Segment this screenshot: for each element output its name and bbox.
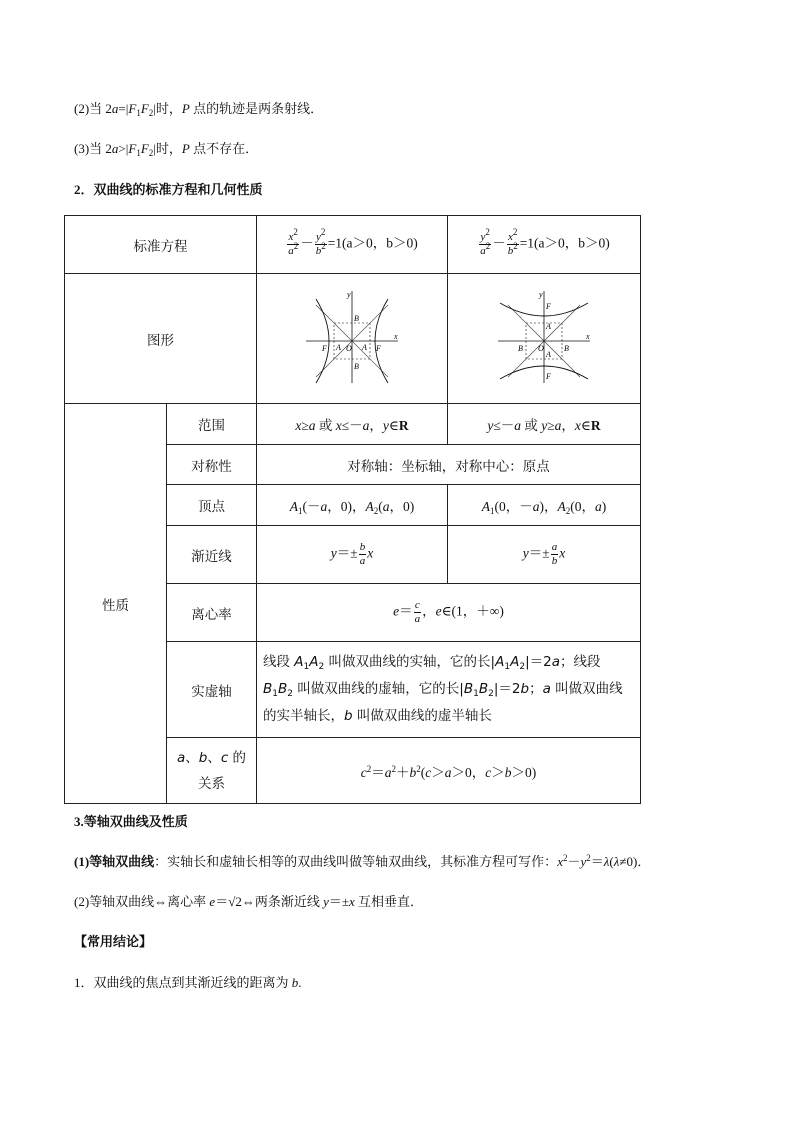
relation-label: a、b、c 的关系	[167, 738, 257, 804]
vertex-y-value: $A_1(0$，－a)，$A_2(0$，a)	[448, 485, 641, 526]
svg-text:F: F	[376, 343, 381, 353]
svg-text:x: x	[394, 331, 398, 341]
asymptote-x-value: y＝± $\frac{b}{a}$ x	[257, 526, 448, 584]
svg-text:B: B	[354, 313, 359, 323]
symmetry-label: 对称性	[167, 445, 257, 485]
svg-text:A: A	[362, 342, 367, 352]
range-label: 范围	[167, 404, 257, 445]
properties-group-label: 性质	[65, 404, 167, 804]
symmetry-value: 对称轴：坐标轴，对称中心：原点	[257, 445, 641, 485]
asymptote-label: 渐近线	[167, 526, 257, 584]
asymptote-y-value: y＝± $\frac{a}{b}$ x	[448, 526, 641, 584]
graph-y-axis-hyperbola	[448, 274, 641, 404]
axis-description: 线段 $A_1A_2$ 叫做双曲线的实轴，它的长$|A_1A_2|=2a$；线段 $B_1B_2$ 叫做双曲线的虚轴，它的长$|B_1B_2|=2b$；a 叫做双曲线的实半轴长，b 叫做双曲线的虚半轴长	[257, 642, 641, 738]
svg-text:A: A	[336, 342, 341, 352]
range-x-value: x≥a 或 x≤－a，y∈R	[257, 404, 448, 445]
svg-text:B: B	[354, 361, 359, 371]
svg-text:x: x	[586, 331, 590, 341]
condition-3: (3)当 $2a>|F_1F_2|$时，P 点不存在．	[74, 141, 259, 158]
hyperbola-y-diagram	[494, 289, 594, 385]
conclusion-heading: 【常用结论】	[74, 934, 153, 949]
svg-text:B: B	[518, 343, 523, 353]
condition-2: (2)当 $2a=|F_1F_2|$时，P 点的轨迹是两条射线．	[74, 101, 324, 118]
eccentricity-label: 离心率	[167, 584, 257, 642]
svg-text:F: F	[546, 371, 551, 381]
svg-text:F: F	[546, 301, 551, 311]
graph-x-axis-hyperbola	[257, 274, 448, 404]
svg-text:A: A	[546, 349, 551, 359]
equiaxial-property: (2)等轴双曲线⇔离心率 e＝√2⇔两条渐近线 y＝±x 互相垂直．	[74, 894, 424, 909]
relation-value: $c^2=a^2+b^2(c>a>0$，c＞b＞0)	[257, 738, 641, 804]
hyperbola-properties-table	[64, 215, 641, 804]
eccentricity-value: e＝ $\frac{c}{a}$ ，e∈(1，＋∞)	[257, 584, 641, 642]
conclusion-1: 1．双曲线的焦点到其渐近线的距离为 b.	[74, 975, 302, 990]
svg-text:O: O	[346, 343, 352, 353]
equation-x-axis: $\frac{x^2}{a^2}$ － $\frac{y^2}{b^2}$ =1(a＞0，b＞0)	[257, 216, 448, 274]
vertex-x-value: $A_1(-a$，0)，$A_2(a$，0)	[257, 485, 448, 526]
vertex-label: 顶点	[167, 485, 257, 526]
axis-label: 实虚轴	[167, 642, 257, 738]
section-3-heading: 3.等轴双曲线及性质	[74, 814, 188, 829]
svg-text:O: O	[538, 343, 544, 353]
svg-text:B: B	[564, 343, 569, 353]
svg-text:F: F	[322, 343, 327, 353]
equiaxial-definition: (1)等轴双曲线：实轴长和虚轴长相等的双曲线叫做等轴双曲线，其标准方程可写作：$x^2-y^2=\lambda(\lambda\ne 0)$．	[74, 853, 651, 869]
svg-text:y: y	[539, 289, 543, 299]
svg-text:A: A	[546, 321, 551, 331]
equation-y-axis: $\frac{y^2}{a^2}$ － $\frac{x^2}{b^2}$ =1(a＞0，b＞0)	[448, 216, 641, 274]
hyperbola-x-diagram	[302, 289, 402, 385]
graph-row-label: 图形	[65, 274, 257, 404]
svg-text:y: y	[347, 289, 351, 299]
section-2-heading: 2．双曲线的标准方程和几何性质	[74, 182, 263, 197]
equation-row-label: 标准方程	[65, 216, 257, 274]
range-y-value: y≤－a 或 y≥a，x∈R	[448, 404, 641, 445]
